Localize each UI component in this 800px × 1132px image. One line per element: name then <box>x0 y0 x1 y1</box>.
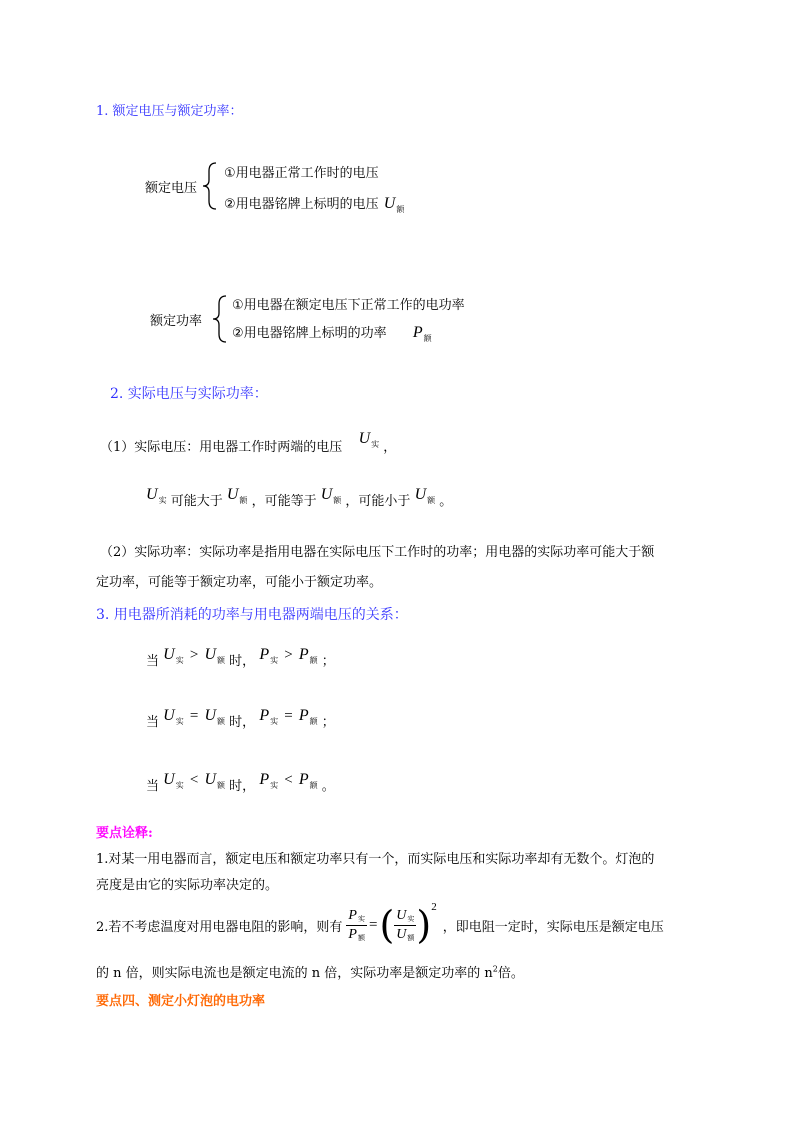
sub-actual: 实 <box>158 496 167 505</box>
when-text: 当 <box>146 654 160 669</box>
voltage-ratio-fraction <box>394 908 416 943</box>
greater-than-sign: > <box>284 647 293 663</box>
curly-brace-icon <box>210 293 230 345</box>
sub-rated: 额 <box>309 717 318 726</box>
symbol-u-actual: U <box>163 646 175 663</box>
note-1-line-2: 亮度是由它的实际功率决定的。 <box>96 878 279 893</box>
note-2-post: ，即电阻一定时，实际电压是额定电压 <box>442 919 664 935</box>
symbol-u-rated: U <box>396 926 407 942</box>
rated-voltage-label: 额定电压 <box>145 181 198 196</box>
sub-rated: 额 <box>396 205 405 214</box>
sub-rated: 额 <box>423 334 432 343</box>
comma: ， <box>383 440 397 455</box>
voltage-relations-line <box>146 486 453 510</box>
rated-voltage-item-2-text: ②用电器铭牌上标明的电压 <box>224 197 379 212</box>
when-text: 当 <box>146 779 160 794</box>
section-1-title: 1. 额定电压与额定功率： <box>96 104 243 119</box>
sub-rated: 额 <box>217 781 226 790</box>
actual-voltage-text: （1）实际电压：用电器工作时两端的电压 <box>100 440 343 455</box>
time-text: 时， <box>229 715 256 730</box>
superscript-2: 2 <box>492 964 498 974</box>
sub-rated: 额 <box>427 496 436 505</box>
symbol-u-actual: U <box>396 907 407 923</box>
section-3-title: 3. 用电器所消耗的功率与用电器两端电压的关系： <box>96 607 408 623</box>
actual-voltage-line <box>100 430 397 456</box>
actual-power-line-1: （2）实际功率：实际功率是指用电器在实际电压下工作时的功率；用电器的实际功率可能大于额 <box>100 545 655 560</box>
sub-actual: 实 <box>407 914 415 923</box>
time-text: 时， <box>229 779 256 794</box>
symbol-p-rated: P <box>348 926 357 942</box>
curly-brace-icon <box>200 160 220 212</box>
note-2-line-2-end: 倍。 <box>497 966 524 981</box>
symbol-u-rated: U <box>204 646 217 663</box>
symbol-u-rated: U <box>204 771 217 788</box>
greater-than-sign: > <box>189 647 199 663</box>
notes-heading: 要点诠释: <box>96 826 153 841</box>
period: 。 <box>321 779 335 794</box>
rated-power-item-1: ①用电器在额定电压下正常工作的电功率 <box>232 298 465 313</box>
relation-bigger: 可能大于 <box>170 494 223 509</box>
symbol-p-rated: P <box>412 324 423 341</box>
sub-rated: 额 <box>309 656 318 665</box>
sub-rated: 额 <box>357 933 365 942</box>
rated-voltage-item-1: ①用电器正常工作时的电压 <box>224 166 379 181</box>
sub-rated: 额 <box>217 717 226 726</box>
symbol-u-actual: U <box>163 771 175 788</box>
equals-sign: = <box>189 708 199 724</box>
sub-actual: 实 <box>270 656 279 665</box>
equals-sign: = <box>368 916 378 933</box>
relation-less-line <box>146 771 335 795</box>
power-ratio-fraction <box>346 908 367 943</box>
relation-smaller: ，可能小于 <box>345 494 411 509</box>
symbol-p-rated: P <box>298 707 309 724</box>
period: 。 <box>439 494 453 509</box>
symbol-p-rated: P <box>298 771 309 788</box>
note-2-line-2 <box>96 962 524 981</box>
symbol-p-rated: P <box>298 646 309 663</box>
note-2-line-1 <box>96 900 664 950</box>
time-text: 时， <box>229 654 256 669</box>
sub-rated: 额 <box>309 781 318 790</box>
sub-actual: 实 <box>175 656 184 665</box>
symbol-p-actual: P <box>259 646 270 663</box>
relation-greater-line <box>146 646 335 670</box>
symbol-u-actual: U <box>358 430 371 447</box>
symbol-p-actual: P <box>259 707 270 724</box>
less-than-sign: < <box>284 772 293 788</box>
actual-power-line-2: 定功率，可能等于额定功率，可能小于额定功率。 <box>96 575 383 590</box>
symbol-u-actual: U <box>146 486 158 503</box>
symbol-u-rated: U <box>226 486 239 503</box>
sub-rated: 额 <box>217 656 226 665</box>
left-paren: ( <box>379 903 395 947</box>
exponent-2: 2 <box>431 901 437 913</box>
relation-equal-line <box>146 707 335 731</box>
note-2-pre: 2.若不考虑温度对用电器电阻的影响，则有 <box>96 919 343 935</box>
symbol-u-actual: U <box>163 707 175 724</box>
note-1-line-1: 1.对某一用电器而言，额定电压和额定功率只有一个，而实际电压和实际功率却有无数个。灯泡的 <box>96 852 655 867</box>
symbol-u-rated: U <box>414 486 427 503</box>
sub-rated: 额 <box>239 496 248 505</box>
sub-rated: 额 <box>407 933 415 942</box>
sub-actual: 实 <box>371 440 380 449</box>
note-2-line-2-text: 的 n 倍，则实际电流也是额定电流的 n 倍，实际功率是额定功率的 n <box>96 966 493 981</box>
when-text: 当 <box>146 715 160 730</box>
section-2-title: 2. 实际电压与实际功率： <box>110 386 268 402</box>
semicolon: ； <box>321 715 335 730</box>
rated-power-item-2-text: ②用电器铭牌上标明的功率 <box>232 326 387 341</box>
sub-actual: 实 <box>270 717 279 726</box>
symbol-p-actual: P <box>348 907 357 923</box>
symbol-u-rated: U <box>204 707 217 724</box>
sub-actual: 实 <box>175 717 184 726</box>
symbol-u-rated: U <box>383 195 396 212</box>
sub-actual: 实 <box>357 914 365 923</box>
semicolon: ； <box>321 654 335 669</box>
symbol-u-rated: U <box>320 486 333 503</box>
next-section-heading: 要点四、测定小灯泡的电功率 <box>96 994 266 1009</box>
sub-actual: 实 <box>175 781 184 790</box>
less-than-sign: < <box>189 772 199 788</box>
rated-power-label: 额定功率 <box>150 314 203 329</box>
equals-sign: = <box>284 708 293 724</box>
rated-power-item-2 <box>232 322 432 342</box>
rated-voltage-item-2 <box>224 193 404 213</box>
sub-rated: 额 <box>333 496 342 505</box>
right-paren: ) <box>416 903 432 947</box>
sub-actual: 实 <box>270 781 279 790</box>
symbol-p-actual: P <box>259 771 270 788</box>
relation-equal: ，可能等于 <box>251 494 317 509</box>
